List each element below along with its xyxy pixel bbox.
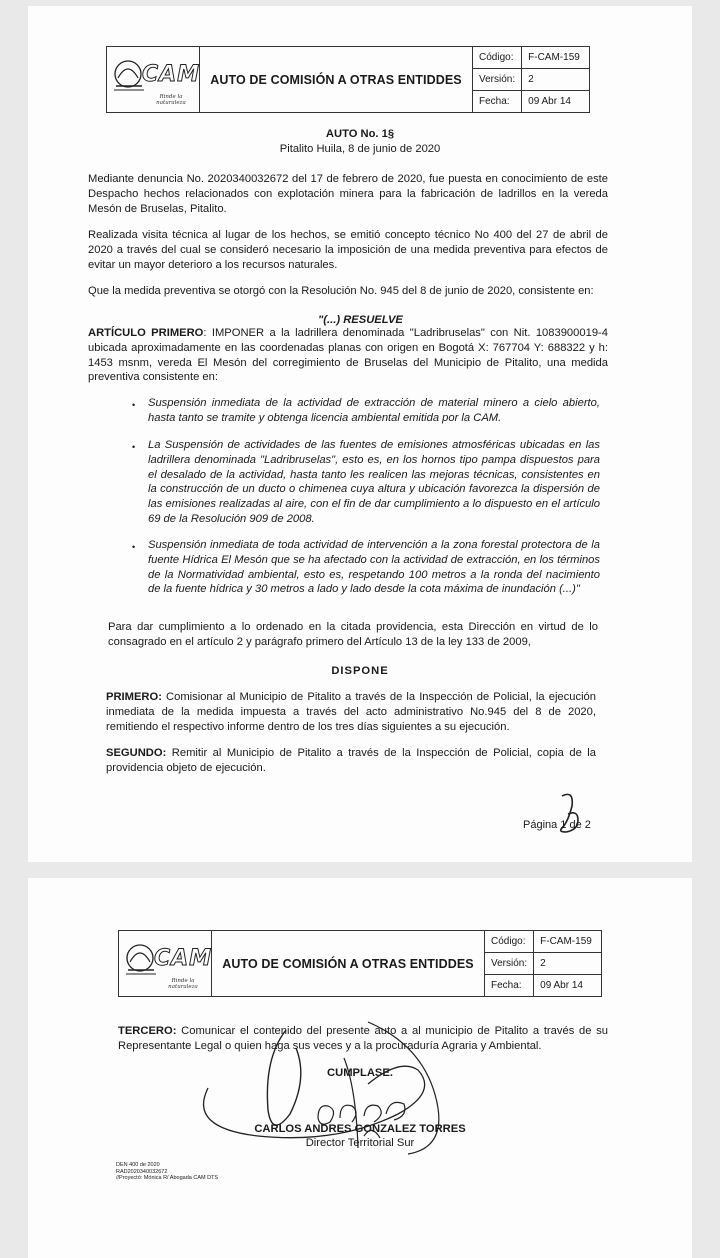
logo-wordmark: CAM: [154, 945, 213, 971]
logo-tagline: Rinde la naturaleza: [156, 93, 186, 106]
primero-label: PRIMERO:: [106, 691, 162, 703]
place-date: Pitalito Huila, 8 de junio de 2020: [279, 143, 441, 155]
cam-logo: [119, 931, 212, 997]
bullet-item-3: Suspensión inmediata de toda actividad de intervención a la zona forestal protectora de la fuente Hídrica El Mesón que se ha afectado con la actividad de extracción, en los términos de la Normatividad ambiental, esto es, respetando 100 metros a la ronda del nacimiento de la fuente hídrica y 30 metros a lado y lado desde la cota máxima de inundación (...)": [148, 539, 600, 596]
cumplase-heading: CUMPLASE.: [327, 1067, 393, 1079]
codigo-value: F-CAM-159: [522, 47, 590, 69]
bullet-marker: •: [132, 442, 136, 452]
signer-name: CARLOS ANDRES GONZALEZ TORRES: [254, 1123, 466, 1135]
auto-number: AUTO No. 1§: [325, 128, 395, 140]
logo-tagline: Rinde la naturaleza: [168, 977, 198, 990]
document-header-table: [118, 930, 602, 997]
articulo-primero-text: : IMPONER a la ladrillera denominada "Ladribruselas" con Nit. 1083900019-4 ubicada aproximadamente en las coordenadas planas con origen en Bogotá X: 767704 Y: 688322 y h: 1453 msnm, vereda El Mesón del corregimiento de Bruselas del Municipio de Pitalito, una medida preventiva consistente en:: [88, 327, 608, 384]
version-value: 2: [534, 953, 602, 975]
paragraph-cumplimiento: Para dar cumplimiento a lo ordenado en la citada providencia, esta Dirección en virtud de lo consagrado en el artículo 2 y parágrafo primero del Artículo 13 de la ley 133 de 2009,: [108, 621, 598, 648]
fecha-label: Fecha:: [473, 91, 522, 113]
footer-line: //Proyectó: Mónica R/ Abogada CAM DTS: [116, 1175, 219, 1181]
tercero-text: Comunicar el contenido del presente auto a al municipio de Pitalito a través de su Representante Legal o quien haga sus veces y a la procuraduría Agraria y Ambiental.: [118, 1025, 608, 1052]
articulo-primero: [88, 326, 608, 385]
paragraph-segundo: [106, 746, 596, 776]
paragraph-primero: [106, 690, 596, 734]
codigo-value: F-CAM-159: [534, 931, 602, 953]
page-number: Página 1 de 2: [523, 819, 591, 831]
segundo-text: Remitir al Municipio de Pitalito a través de la Inspección de Policial, copia de la providencia objeto de ejecución.: [106, 747, 596, 774]
signer-title: Director Territorial Sur: [305, 1137, 415, 1149]
primero-text: Comisionar al Municipio de Pitalito a través de la Inspección de Policial, la ejecución inmediata de la medida impuesta a través del acto administrativo No.945 del 8 de 2020, remitiendo el respectivo informe dentro de los tres días siguientes a su ejecución.: [106, 691, 596, 733]
logo-wordmark: CAM: [142, 61, 201, 87]
document-page-2: [28, 878, 692, 1258]
bullet-item-1: Suspensión inmediata de la actividad de extracción de material minero a cielo abierto, hasta tanto se tramite y obtenga licencia ambiental emitida por la CAM.: [148, 397, 600, 424]
bullet-marker: •: [132, 400, 136, 410]
document-header-table: [106, 46, 590, 113]
footer-line: RAD2020340032672: [116, 1168, 168, 1175]
dispone-heading: DISPONE: [331, 665, 389, 677]
bullet-marker: •: [132, 542, 136, 552]
paragraph-denuncia: Mediante denuncia No. 2020340032672 del 17 de febrero de 2020, fue puesta en conocimiento de este Despacho hechos relacionados con explotación minera para la fabricación de ladrillos en la vereda Mesón de Bruselas, Pitalito.: [88, 173, 608, 215]
resuelve-heading: "(...) RESUELVE: [318, 314, 403, 326]
codigo-label: Código:: [485, 931, 534, 953]
tercero-label: TERCERO:: [118, 1025, 177, 1037]
document-page-1: [28, 6, 692, 862]
document-title: AUTO DE COMISIÓN A OTRAS ENTIDDES: [200, 47, 473, 113]
document-title: AUTO DE COMISIÓN A OTRAS ENTIDDES: [212, 931, 485, 997]
footer-line: DEN 400 de 2020: [116, 1162, 160, 1168]
version-value: 2: [522, 69, 590, 91]
cam-logo: [107, 47, 200, 113]
codigo-label: Código:: [473, 47, 522, 69]
paragraph-visita: Realizada visita técnica al lugar de los hechos, se emitió concepto técnico No 400 del 27 de abril de 2020 a través del cual se consideró necesario la imposición de una medida preventiva para efectos de evitar un mayor deterioro a los recursos naturales.: [88, 229, 608, 271]
articulo-primero-label: ARTÍCULO PRIMERO: [88, 327, 204, 339]
segundo-label: SEGUNDO:: [106, 747, 167, 759]
footer-reference: [116, 1162, 218, 1182]
version-label: Versión:: [473, 69, 522, 91]
fecha-value: 09 Abr 14: [522, 91, 590, 113]
version-label: Versión:: [485, 953, 534, 975]
bullet-item-2: La Suspensión de actividades de las fuentes de emisiones atmosféricas ubicadas en las ladrillera denominada "Ladribruselas", esto es, en los hornos tipo pampa dispuestos para el desalado de la actividad, hasta tanto les realicen las mejoras técnicas, consistentes en la construcción de un ducto o chimenea cuya altura y ubicación favorezca la dispersión de las emisiones realizadas al aire, con el fin de dar cumplimiento a lo dispuesto en el artículo 69 de la Resolución 909 de 2008.: [148, 439, 600, 525]
paragraph-medida: Que la medida preventiva se otorgó con la Resolución No. 945 del 8 de junio de 2020, consistente en:: [88, 285, 594, 297]
fecha-value: 09 Abr 14: [534, 975, 602, 997]
fecha-label: Fecha:: [485, 975, 534, 997]
